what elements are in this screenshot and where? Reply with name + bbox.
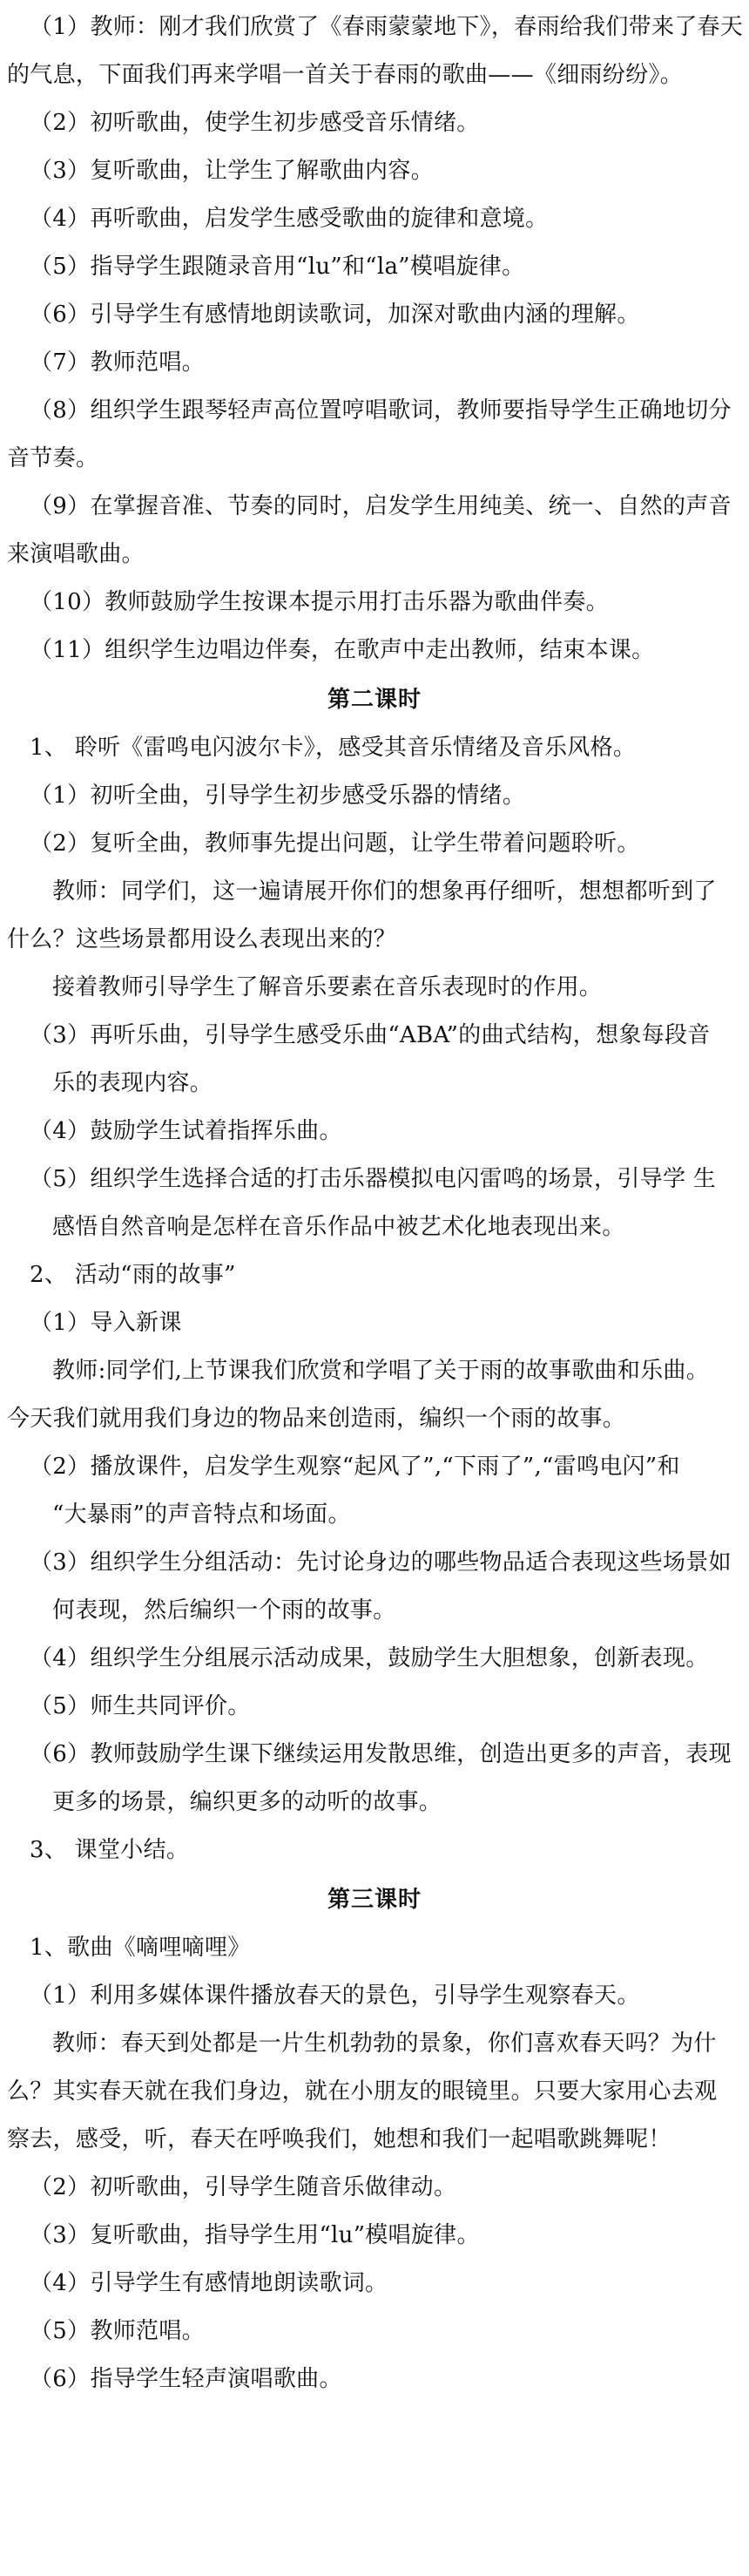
paragraph-line: 教师：同学们，这一遍请展开你们的想象再仔细听，想想都听到了	[52, 878, 717, 905]
paragraph-line: （4）鼓励学生试着指挥乐曲。	[30, 1118, 342, 1144]
paragraph-line: 接着教师引导学生了解音乐要素在音乐表现时的作用。	[52, 974, 603, 1000]
paragraph-line: （4）引导学生有感情地朗读歌词。	[30, 2270, 388, 2296]
paragraph-line: 教师：春天到处都是一片生机勃勃的景象，你们喜欢春天吗？为什	[52, 2030, 717, 2057]
paragraph-line: （5）组织学生选择合适的打击乐器模拟电闪雷鸣的场景，引导学 生	[30, 1166, 717, 1192]
paragraph-line: 么？其实春天就在我们身边，就在小朋友的眼镜里。只要大家用心去观	[7, 2078, 718, 2105]
paragraph-line: 1、歌曲《嘀哩嘀哩》	[30, 1935, 251, 1961]
paragraph-line: （3）组织学生分组活动：先讨论身边的哪些物品适合表现这些场景如	[30, 1549, 732, 1576]
paragraph-line: 乐的表现内容。	[52, 1070, 213, 1096]
paragraph-line: 3、 课堂小结。	[30, 1837, 190, 1863]
paragraph-line: （5）师生共同评价。	[30, 1693, 251, 1719]
paragraph-line: 1、 聆听《雷鸣电闪波尔卡》，感受其音乐情绪及音乐风格。	[30, 735, 637, 761]
section-heading: 第三课时	[327, 1887, 422, 1913]
paragraph-line: “大暴雨”的声音特点和场面。	[52, 1502, 351, 1528]
paragraph-line: 2、 活动“雨的故事”	[30, 1262, 236, 1288]
paragraph-line: （2）初听歌曲，使学生初步感受音乐情绪。	[30, 110, 480, 136]
paragraph-line: （4）再听歌曲，启发学生感受歌曲的旋律和意境。	[30, 206, 549, 232]
paragraph-line: （5）教师范唱。	[30, 2318, 205, 2344]
paragraph-line: （11）组织学生边唱边伴奏，在歌声中走出教师，结束本课。	[30, 637, 655, 663]
paragraph-line: 更多的场景，编织更多的动听的故事。	[52, 1789, 442, 1815]
paragraph-line: （3）再听乐曲，引导学生感受乐曲“ABA”的曲式结构，想象每段音	[30, 1022, 711, 1048]
paragraph-line: 音节奏。	[7, 445, 99, 471]
paragraph-line: 的气息，下面我们再来学唱一首关于春雨的歌曲——《细雨纷纷》。	[7, 62, 684, 88]
paragraph-line: （8）组织学生跟琴轻声高位置哼唱歌词，教师要指导学生正确地切分	[30, 397, 732, 424]
paragraph-line: （5）指导学生跟随录音用“lu”和“la”模唱旋律。	[30, 254, 525, 280]
paragraph-line: （6）引导学生有感情地朗读歌词，加深对歌曲内涵的理解。	[30, 302, 640, 328]
paragraph-line: （9）在掌握音准、节奏的同时，启发学生用纯美、统一、自然的声音	[30, 493, 732, 519]
paragraph-line: 今天我们就用我们身边的物品来创造雨，编织一个雨的故事。	[7, 1406, 626, 1432]
paragraph-line: （1）利用多媒体课件播放春天的景色，引导学生观察春天。	[30, 1983, 640, 2009]
paragraph-line: （7）教师范唱。	[30, 349, 205, 376]
paragraph-line: （10）教师鼓励学生按课本提示用打击乐器为歌曲伴奏。	[30, 589, 609, 615]
paragraph-line: 感悟自然音响是怎样在音乐作品中被艺术化地表现出来。	[52, 1214, 625, 1240]
paragraph-line: （4）组织学生分组展示活动成果，鼓励学生大胆想象，创新表现。	[30, 1645, 709, 1671]
paragraph-line: （2）初听歌曲，引导学生随音乐做律动。	[30, 2174, 457, 2200]
paragraph-line: 教师:同学们,上节课我们欣赏和学唱了关于雨的故事歌曲和乐曲。	[52, 1358, 710, 1384]
paragraph-line: 什么？这些场景都用设么表现出来的？	[7, 926, 397, 952]
paragraph-line: （3）复听歌曲，让学生了解歌曲内容。	[30, 158, 434, 184]
section-heading: 第二课时	[327, 687, 422, 713]
paragraph-line: （6）教师鼓励学生课下继续运用发散思维，创造出更多的声音，表现	[30, 1741, 732, 1767]
paragraph-line: （6）指导学生轻声演唱歌曲。	[30, 2366, 342, 2392]
paragraph-line: （3）复听歌曲，指导学生用“lu”模唱旋律。	[30, 2222, 480, 2248]
paragraph-line: （1）初听全曲，引导学生初步感受乐器的情绪。	[30, 783, 526, 809]
paragraph-line: 察去，感受，听，春天在呼唤我们，她想和我们一起唱歌跳舞呢！	[7, 2126, 671, 2152]
paragraph-line: （2）播放课件，启发学生观察“起风了”,“下雨了”,“雷鸣电闪”和	[30, 1454, 680, 1480]
paragraph-line: 来演唱歌曲。	[7, 541, 145, 567]
paragraph-line: （2）复听全曲，教师事先提出问题，让学生带着问题聆听。	[30, 830, 640, 857]
paragraph-line: （1）教师：刚才我们欣赏了《春雨蒙蒙地下》，春雨给我们带来了春天	[30, 14, 744, 40]
paragraph-line: 何表现，然后编织一个雨的故事。	[52, 1597, 396, 1624]
paragraph-line: （1）导入新课	[30, 1310, 182, 1336]
